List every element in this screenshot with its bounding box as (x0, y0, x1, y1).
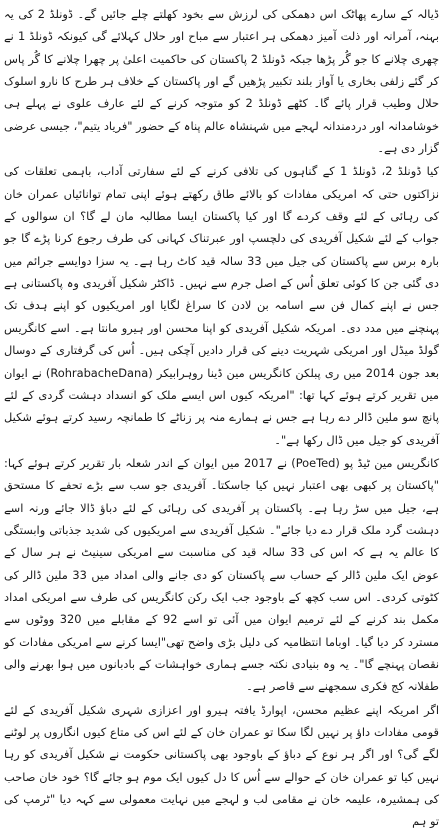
article-paragraph-3: کانگریس مین ٹیڈ پو (PoeTed) نے 2017 میں ایوان کے اندر شعلہ بار تقریر کرتے ہوئے کہا: "پاکستان پر کبھی بھی اعتبار نہیں کیا جاسکتا۔ آفریدی جو سب سے بڑے تحفے کا مستحق ہے، جیل میں سڑ رہا ہے۔ پاکستان پر آفریدی کی رہائی کے لئے دباؤ ڈالا جائے ورنہ اسے دہشت گرد ملک قرار دے دیا جائے"۔ شکیل آفریدی سے امریکیوں کی شدید جذباتی وابستگی کا عالم یہ ہے کہ اس کی 33 سالہ قید کی مناسبت سے امریکی سینیٹ نے ہر سال کے عوض ایک ملین ڈالر کے حساب سے پاکستان کو دی جانے والی امداد میں 33 ملین ڈالر کی کٹوتی کردی۔ اس سب کچھ کے باوجود جب ایک رکن کانگریس کی طرف سے امریکی امداد مکمل بند کرنے کے لئے ترمیم ایوان میں آئی تو اسے 92 کے مقابلے میں 320 ووٹوں سے مسترد کر دیا گیا۔ اوباما انتظامیہ کی دلیل بڑی واضح تھی"ایسا کرنے سے امریکی مفادات کو نقصان پہنچے گا"۔ یہ وہ بنیادی نکتہ جسے ہماری خواہشات کے بادبانوں میں ہوا بھرنے والی طفلانہ کج فکری سمجھنے سے قاصر ہے۔ (4, 455, 440, 694)
article-paragraph-4: اگر امریکہ اپنے عظیم محسن، اپوارڈ یافتہ ہیرو اور اعزازی شہری شکیل آفریدی کے لئے قومی مفادات داؤ پر نہیں لگا سکا تو عمران خان کے لئے اس کی متاع کیوں انگاروں پر لوٹنے لگے گی؟ اور اگر ہر نوع کے دباؤ کے باوجود بھی پاکستانی حکومت نے شکیل آفریدی کو رہا نہیں کیا تو عمران خان کے حوالے سے اُس کا دل کیوں ایک موم ہو جائے گا؟ خود خان صاحب کی ہمشیرہ، علیمہ خان نے مقامی لب و لہجے میں نہایت معمولی سے کہہ دیا "ٹرمپ کی تو ہم (4, 702, 439, 829)
article-paragraph-2: کیا ڈونلڈ 2، ڈونلڈ 1 کے گناہوں کی تلافی کرنے کے لئے سفارتی آداب، باہمی تعلقات کی نزاکتوں حتی کہ امریکی مفادات کو بالائے طاق رکھتے ہوئے اپنی تمام توانائیاں عمران خان کی رہائی کے لئے وقف کردے گا اور کیا پاکستان ایسا مطالبہ مان لے گا؟ ان سوالوں کے جواب کے لئے شکیل آفریدی کی دلچسپ اور عبرتناک کہانی کی طرف رجوع کرنا پڑے گا جو بارہ برس سے پاکستان کی جیل میں 33 سالہ قید کاٹ رہا ہے۔ یہ سزا دوایسے جرائم میں دی گئی جن کا کوئی تعلق اُس کے اصل جرم سے نہیں۔ ڈاکٹر شکیل آفریدی وہ پاکستانی ہے جس نے اپنے کمال فن سے اسامہ بن لادن کا سراغ لگایا اور امریکیوں کو اپنے ہدف تک پہنچنے میں مدد دی۔ امریکہ شکیل آفریدی کو اپنا محسن اور ہیرو مانتا ہے۔ اسے کانگریس گولڈ میڈل اور امریکی شہریت دینے کی قرار دادیں آچکی ہیں۔ اُس کی گرفتاری کے دوسال بعد جون 2014 میں ری پبلکن کانگریس مین ڈینا روہرابیکر (RohrabacheDana) نے ایوان میں تقریر کرتے ہوئے کہا تھا: "امریکہ کیوں اس ایسے ملک کو انسداد دہشت گردی کے لئے پانچ سو ملین ڈالر دے رہا ہے جس نے ہمارے منہ پر زناٹے کا طمانچہ رسید کرتے ہوئے شکیل آفریدی کو جیل میں ڈال رکھا ہے"۔ (4, 164, 439, 447)
article-paragraph-1: ڈیالہ کے سارے پھاٹک اس دھمکی کی لرزش سے بخود کھلتے چلے جائیں گے۔ ڈونلڈ 2 کی یہ بہنہ، آمرانہ اور ذلت آمیز دھمکی ہر اعتبار سے مباح اور حلال کہلائے گی کیونکہ ڈونلڈ 1 نے چھری چلانے کا جو گُر پڑھا جبکہ ڈونلڈ 2 پاکستان کی حاکمیت اعلیٰ پر چھرا چلانے کا گُر پاس کر گئے زلفی بخاری یا آواز بلند تکبیر پڑھیں گے اور پاکستان کے خلاف ہر طرح کا نارو اسلوک حلال وطیب قرار پائے گا۔ کٹھے ڈونلڈ 2 کو متوجہ کرنے کے لئے عارف علوی نے پہلے ہی خوشامدانہ اور دردمندانہ لہجے میں شہنشاہ عالم پناہ کے حضور "فریاد یتیم"، جیسی عرضی گزار دی ہے۔ (4, 7, 440, 156)
article-body (4, 3, 439, 833)
